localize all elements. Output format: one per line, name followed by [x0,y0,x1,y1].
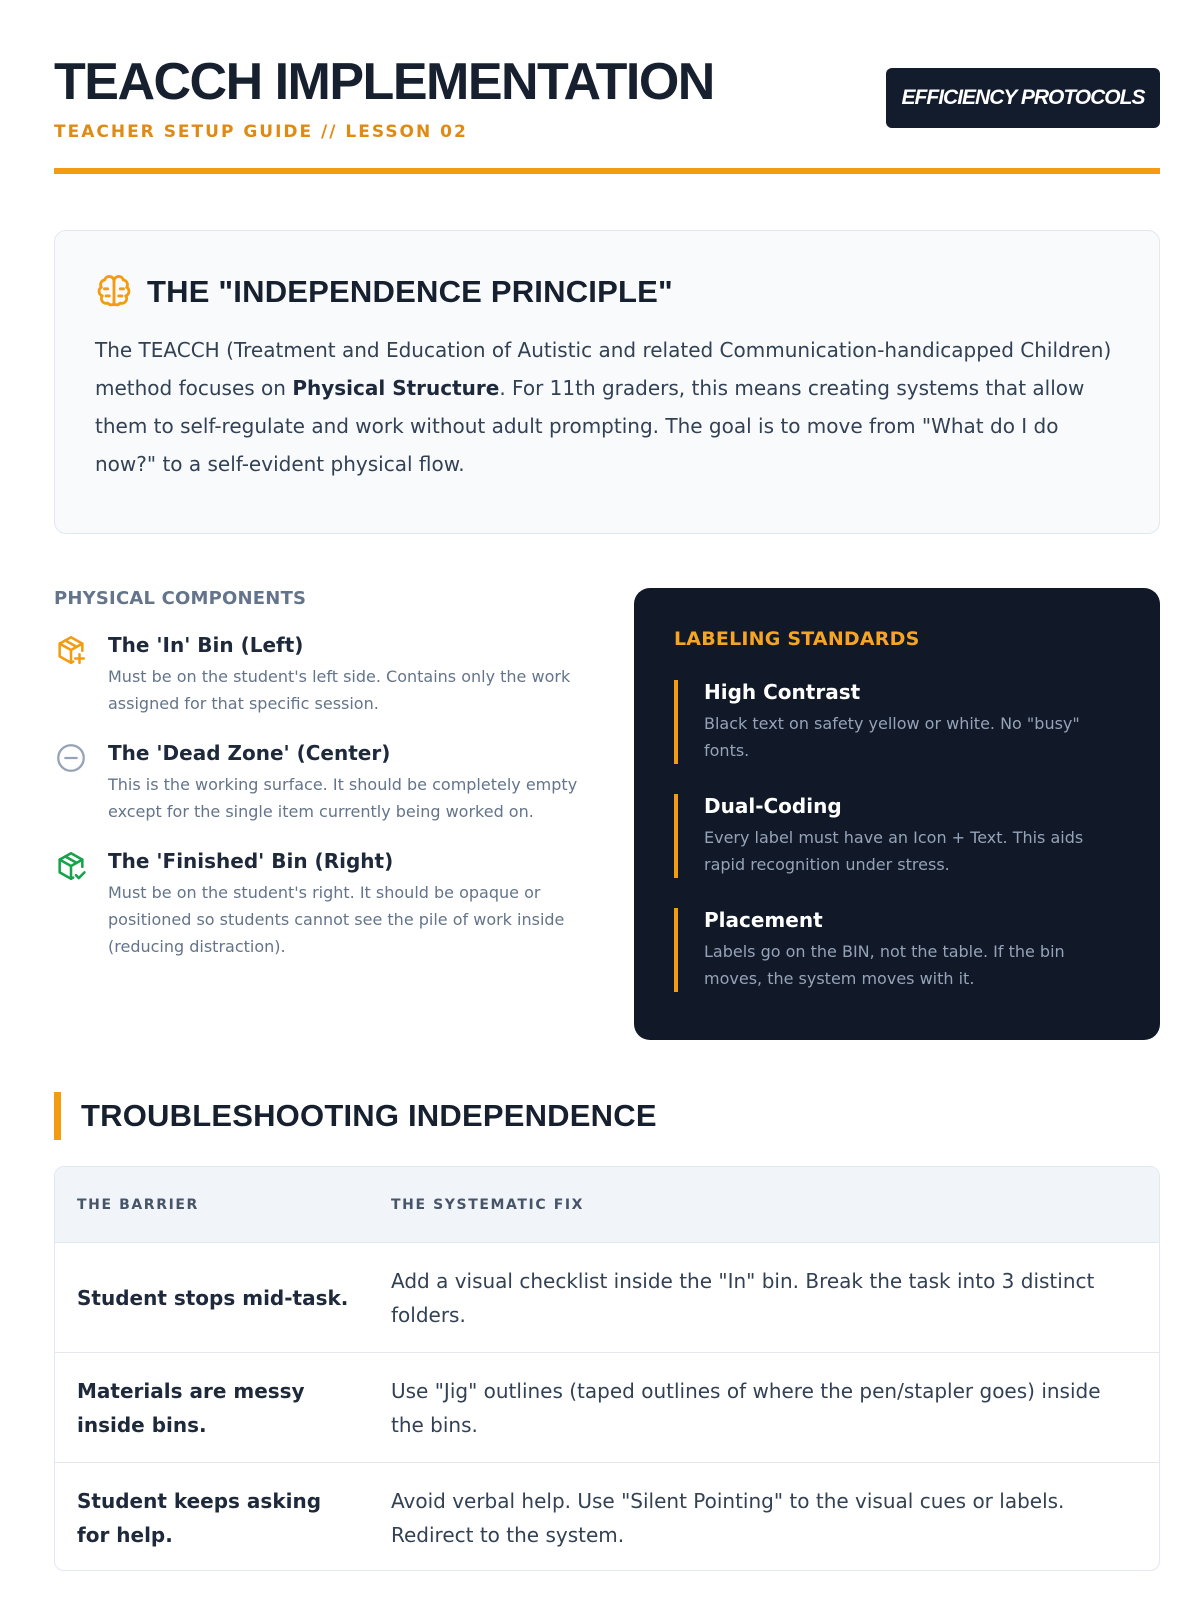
brain-icon [95,273,133,311]
table-header [55,1167,1159,1243]
labeling-title: LABELING STANDARDS [674,628,920,650]
page-title: TEACCH IMPLEMENTATION [54,53,714,111]
component-dead-zone [54,741,584,825]
header-divider [54,168,1160,174]
header [54,53,1160,176]
labeling-item-high-contrast [674,680,1120,764]
table-row [55,1353,1159,1463]
component-desc: Must be on the student's right. It should be opaque or positioned so students cannot see the pile of work inside (reducing distraction). [108,883,565,956]
table-row [55,1243,1159,1353]
barrier-cell: Student keeps asking for help. [77,1489,322,1547]
physical-structure-emphasis: Physical Structure [292,376,500,400]
column-header-fix: THE SYSTEMATIC FIX [391,1197,585,1213]
labeling-item-title: High Contrast [704,680,861,704]
barrier-cell: Student stops mid-task. [77,1286,349,1310]
minus-circle-icon [54,741,88,775]
component-desc: This is the working surface. It should be completely empty except for the single item currently being worked on. [108,775,578,821]
component-desc: Must be on the student's left side. Contains only the work assigned for that specific session. [108,667,571,713]
troubleshooting-table [54,1166,1160,1571]
labeling-item-desc: Labels go on the BIN, not the table. If the bin moves, the system moves with it. [704,942,1065,988]
labeling-item-desc: Black text on safety yellow or white. No "busy" fonts. [704,714,1080,760]
labeling-item-dual-coding [674,794,1120,878]
labeling-item-placement [674,908,1120,992]
component-title: The 'Finished' Bin (Right) [108,849,394,873]
components-label: PHYSICAL COMPONENTS [54,588,307,609]
page-subtitle: TEACHER SETUP GUIDE // LESSON 02 [54,122,468,142]
principle-text: The TEACCH (Treatment and Education of Autistic and related Communication-handicapped Children) method focuses on Physical Structure. For 11th graders, this means creating systems that allow them to self-regulate and work without adult prompting. The goal is to move from "What do I do now?" to a self-evident physical flow. [95,338,1112,476]
physical-components [54,588,584,960]
labeling-item-title: Dual-Coding [704,794,842,818]
labeling-standards-card [634,588,1160,1040]
component-title: The 'In' Bin (Left) [108,633,304,657]
barrier-cell: Materials are messy inside bins. [77,1379,305,1437]
troubleshooting-title: TROUBLESHOOTING INDEPENDENCE [81,1098,657,1133]
labeling-item-title: Placement [704,908,823,932]
table-row [55,1463,1159,1571]
fix-cell: Add a visual checklist inside the "In" bin. Break the task into 3 distinct folders. [391,1269,1095,1327]
troubleshooting-heading [54,1092,657,1140]
component-in-bin [54,633,584,717]
efficiency-badge: EFFICIENCY PROTOCOLS [886,68,1160,128]
column-header-barrier: THE BARRIER [77,1197,199,1213]
labeling-item-desc: Every label must have an Icon + Text. This aids rapid recognition under stress. [704,828,1084,874]
principle-title: THE "INDEPENDENCE PRINCIPLE" [147,274,673,309]
component-title: The 'Dead Zone' (Center) [108,741,391,765]
independence-principle-card [54,230,1160,534]
box-plus-icon [54,633,88,667]
fix-cell: Use "Jig" outlines (taped outlines of where the pen/stapler goes) inside the bins. [391,1379,1101,1437]
component-finished-bin [54,849,584,960]
box-check-icon [54,849,88,883]
fix-cell: Avoid verbal help. Use "Silent Pointing" to the visual cues or labels. Redirect to the system. [391,1489,1065,1547]
